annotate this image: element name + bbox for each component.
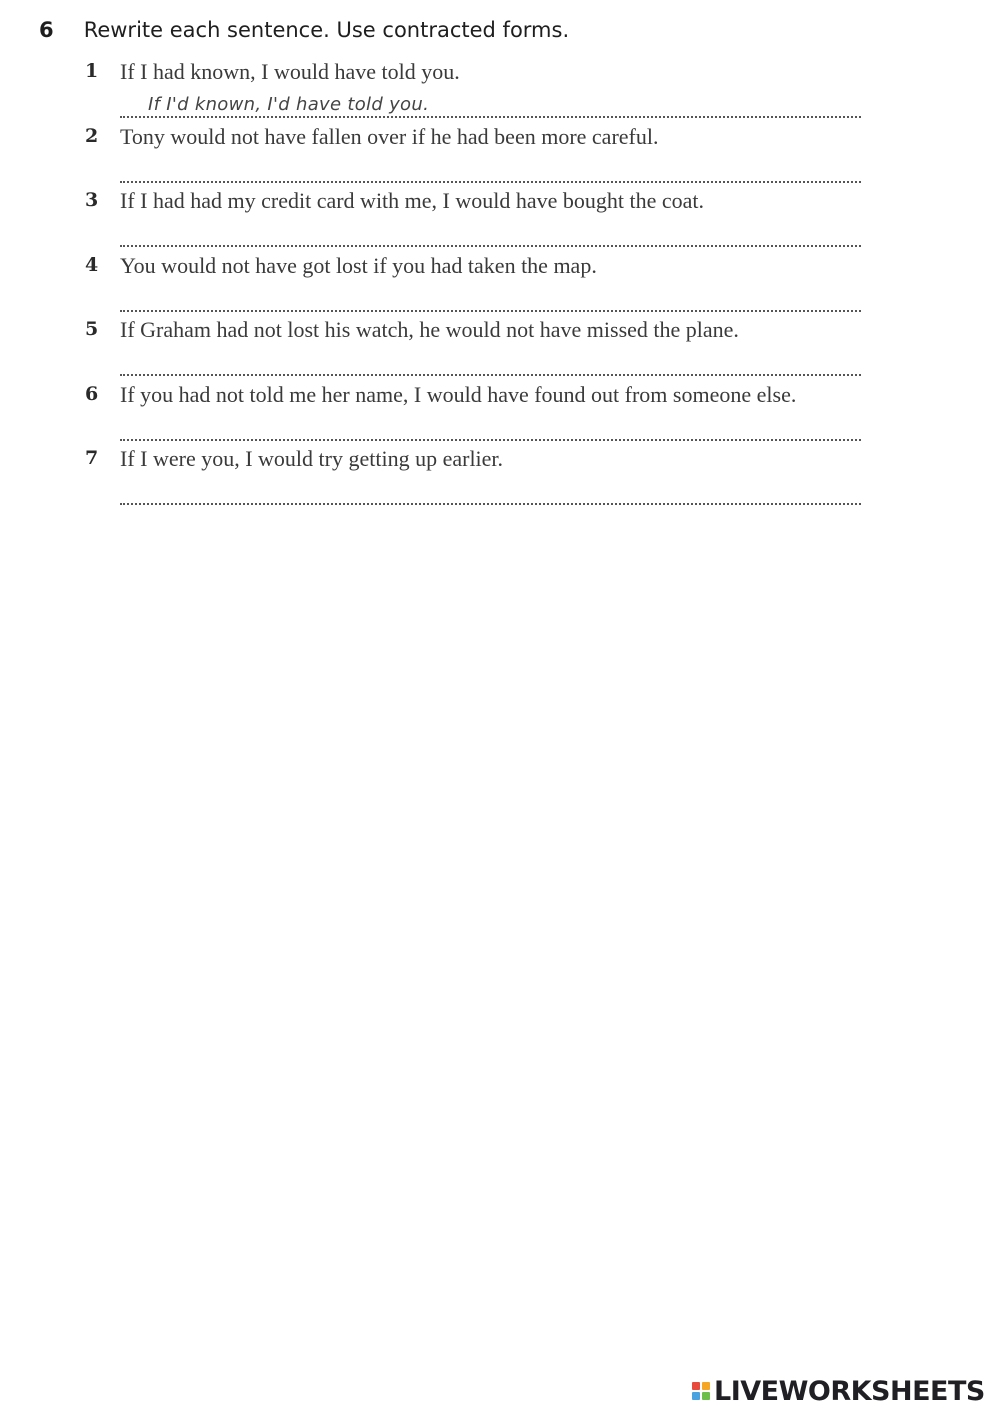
exercise-item-6 (85, 383, 965, 443)
liveworksheets-logo (692, 1376, 985, 1406)
answer-field-3[interactable] (120, 225, 861, 247)
logo-text: LIVEWORKSHEETS (714, 1375, 985, 1407)
exercise-item-2 (85, 125, 965, 185)
item-number: 4 (85, 254, 99, 276)
answer-field-7[interactable] (120, 483, 861, 505)
answer-field-5[interactable] (120, 354, 861, 376)
item-number: 5 (85, 318, 99, 340)
liveworksheets-logo-icon (692, 1382, 710, 1400)
exercise-item-5 (85, 318, 965, 378)
exercise-item-4 (85, 254, 965, 314)
item-number: 3 (85, 189, 99, 211)
exercise-header (39, 18, 569, 42)
answer-field-2[interactable] (120, 161, 861, 183)
exercise-number: 6 (39, 18, 54, 42)
item-sentence: You would not have got lost if you had taken the map. (120, 253, 597, 278)
item-sentence: If I had known, I would have told you. (120, 59, 460, 84)
item-sentence: If you had not told me her name, I would have found out from someone else. (120, 382, 797, 407)
logo-square (692, 1382, 700, 1390)
answer-field-6[interactable] (120, 419, 861, 441)
item-sentence: If Graham had not lost his watch, he would not have missed the plane. (120, 317, 739, 342)
answer-field-1[interactable] (120, 96, 861, 118)
item-number: 6 (85, 383, 99, 405)
exercise-item-7 (85, 447, 965, 507)
logo-square (702, 1382, 710, 1390)
item-number: 2 (85, 125, 99, 147)
exercise-instruction: Rewrite each sentence. Use contracted forms. (83, 18, 570, 42)
answer-field-4[interactable] (120, 290, 861, 312)
answer-text: If I'd known, I'd have told you. (148, 94, 430, 115)
logo-square (702, 1392, 710, 1400)
logo-square (692, 1392, 700, 1400)
item-sentence: Tony would not have fallen over if he had been more careful. (120, 124, 659, 149)
item-number: 7 (85, 447, 99, 469)
exercise-item-1 (85, 60, 965, 120)
exercise-item-3 (85, 189, 965, 249)
item-number: 1 (85, 60, 99, 82)
item-sentence: If I were you, I would try getting up earlier. (120, 446, 504, 471)
item-sentence: If I had had my credit card with me, I would have bought the coat. (120, 188, 705, 213)
